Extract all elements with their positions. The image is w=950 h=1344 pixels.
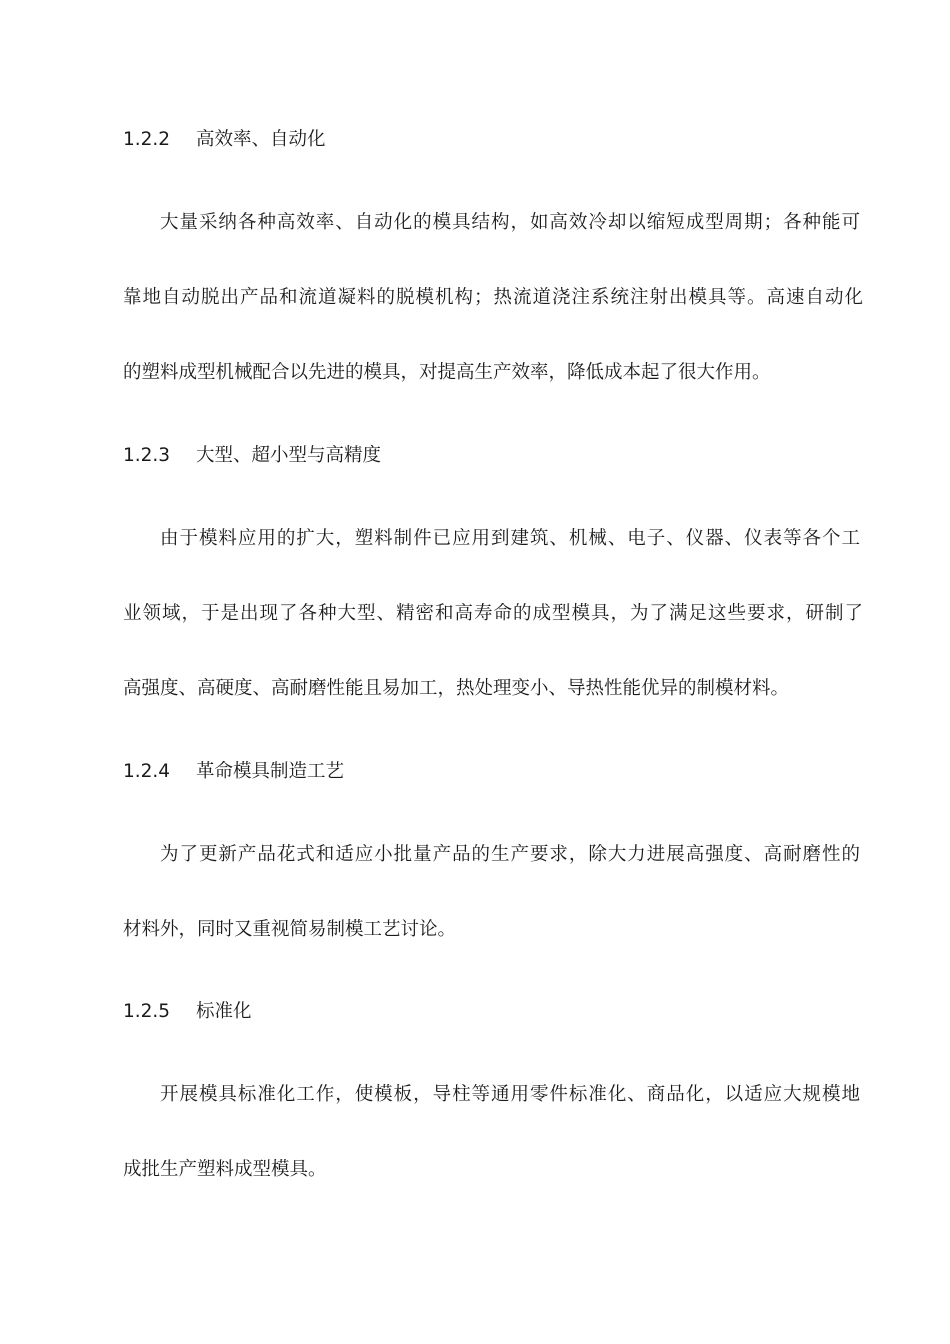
section-number: 1.2.5 xyxy=(123,1001,171,1022)
paragraph-line: 成批生产塑料成型模具。 xyxy=(123,1159,327,1180)
section-number: 1.2.2 xyxy=(123,129,171,150)
paragraph-line: 大量采纳各种高效率、自动化的模具结构，如高效冷却以缩短成型周期；各种能可 xyxy=(160,212,860,233)
section-title: 高效率、自动化 xyxy=(196,129,326,150)
paragraph-line: 开展模具标准化工作，使模板，导柱等通用零件标准化、商品化，以适应大规模地 xyxy=(160,1084,860,1105)
section-heading xyxy=(123,128,863,152)
paragraph-line: 业领域，于是出现了各种大型、精密和高寿命的成型模具，为了满足这些要求，研制了 xyxy=(123,603,863,624)
paragraph-line: 材料外，同时又重视简易制模工艺讨论。 xyxy=(123,919,457,940)
section-title: 标准化 xyxy=(196,1001,252,1022)
section-heading xyxy=(123,444,863,468)
section-title: 革命模具制造工艺 xyxy=(196,761,345,782)
section-heading xyxy=(123,760,863,784)
section-heading xyxy=(123,1000,863,1024)
section-number: 1.2.4 xyxy=(123,761,171,782)
paragraph-line: 为了更新产品花式和适应小批量产品的生产要求，除大力进展高强度、高耐磨性的 xyxy=(160,844,860,865)
paragraph-line: 靠地自动脱出产品和流道凝料的脱模机构；热流道浇注系统注射出模具等。高速自动化 xyxy=(123,287,863,308)
section-title: 大型、超小型与高精度 xyxy=(196,445,382,466)
paragraph-line: 由于模料应用的扩大，塑料制件已应用到建筑、机械、电子、仪器、仪表等各个工 xyxy=(160,528,860,549)
section-number: 1.2.3 xyxy=(123,445,171,466)
paragraph-line: 的塑料成型机械配合以先进的模具，对提高生产效率，降低成本起了很大作用。 xyxy=(123,362,771,383)
paragraph-line: 高强度、高硬度、高耐磨性能且易加工，热处理变小、导热性能优异的制模材料。 xyxy=(123,678,790,699)
